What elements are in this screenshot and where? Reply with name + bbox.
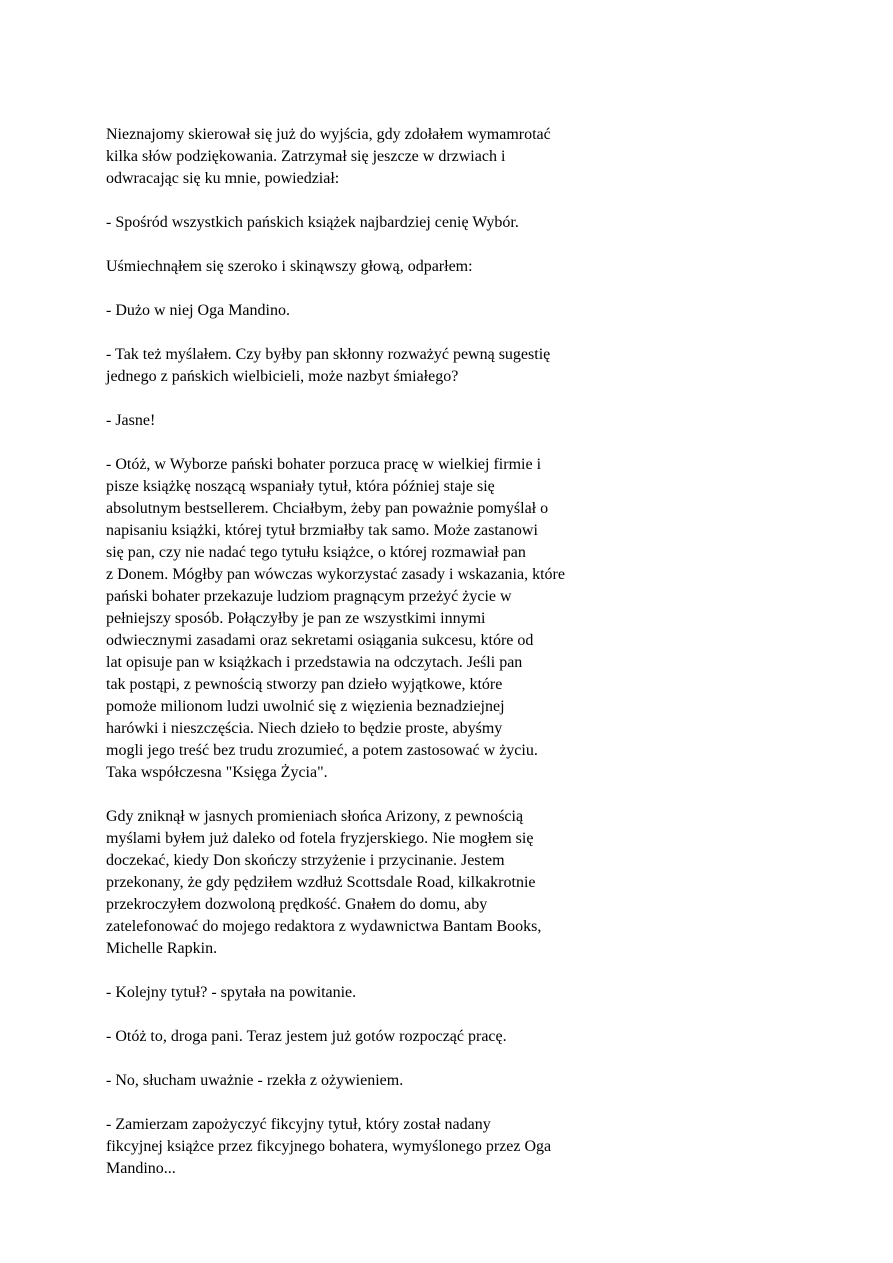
- paragraph: [106, 1070, 666, 1092]
- text-line: odwracając się ku mnie, powiedział:: [106, 170, 340, 187]
- text-line: Michelle Rapkin.: [106, 940, 218, 957]
- text-line: pisze książkę noszącą wspaniały tytuł, która później staje się: [106, 478, 495, 495]
- text-line: doczekać, kiedy Don skończy strzyżenie i przycinanie. Jestem: [106, 852, 505, 869]
- text-line: odwiecznymi zasadami oraz sekretami osiągania sukcesu, które od: [106, 632, 534, 649]
- text-line: się pan, czy nie nadać tego tytułu książce, o której rozmawiał pan: [106, 544, 526, 561]
- body-text: [106, 124, 666, 1202]
- paragraph: [106, 1114, 666, 1180]
- paragraph: [106, 124, 666, 190]
- text-line: fikcyjnej książce przez fikcyjnego bohatera, wymyślonego przez Oga: [106, 1138, 552, 1155]
- text-line: - Zamierzam zapożyczyć fikcyjny tytuł, który został nadany: [106, 1116, 491, 1133]
- text-line: tak postąpi, z pewnością stworzy pan dzieło wyjątkowe, które: [106, 676, 503, 693]
- text-line: - No, słucham uważnie - rzekła z ożywieniem.: [106, 1072, 404, 1089]
- text-line: - Otóż to, droga pani. Teraz jestem już gotów rozpocząć pracę.: [106, 1028, 507, 1045]
- text-line: Nieznajomy skierował się już do wyjścia, gdy zdołałem wymamrotać: [106, 126, 551, 143]
- paragraph: [106, 300, 666, 322]
- text-line: przekonany, że gdy pędziłem wzdłuż Scottsdale Road, kilkakrotnie: [106, 874, 536, 891]
- text-line: - Kolejny tytuł? - spytała na powitanie.: [106, 984, 357, 1001]
- text-line: - Spośród wszystkich pańskich książek najbardziej cenię Wybór.: [106, 214, 519, 231]
- text-line: Mandino...: [106, 1160, 176, 1177]
- paragraph: [106, 1026, 666, 1048]
- text-line: z Donem. Mógłby pan wówczas wykorzystać zasady i wskazania, które: [106, 566, 565, 583]
- paragraph: [106, 806, 666, 960]
- text-line: Taka współczesna "Księga Życia".: [106, 764, 328, 781]
- text-line: Uśmiechnąłem się szeroko i skinąwszy głową, odparłem:: [106, 258, 473, 275]
- text-line: - Jasne!: [106, 412, 156, 429]
- text-line: pański bohater przekazuje ludziom pragnącym przeżyć życie w: [106, 588, 512, 605]
- text-line: kilka słów podziękowania. Zatrzymał się jeszcze w drzwiach i: [106, 148, 506, 165]
- text-line: mogli jego treść bez trudu zrozumieć, a potem zastosować w życiu.: [106, 742, 538, 759]
- text-line: - Tak też myślałem. Czy byłby pan skłonny rozważyć pewną sugestię: [106, 346, 551, 363]
- text-line: harówki i nieszczęścia. Niech dzieło to będzie proste, abyśmy: [106, 720, 503, 737]
- paragraph: [106, 982, 666, 1004]
- text-line: lat opisuje pan w książkach i przedstawia na odczytach. Jeśli pan: [106, 654, 523, 671]
- text-line: Gdy zniknął w jasnych promieniach słońca Arizony, z pewnością: [106, 808, 524, 825]
- text-line: przekroczyłem dozwoloną prędkość. Gnałem do domu, aby: [106, 896, 488, 913]
- paragraph: [106, 212, 666, 234]
- text-line: zatelefonować do mojego redaktora z wydawnictwa Bantam Books,: [106, 918, 542, 935]
- paragraph: [106, 344, 666, 388]
- text-line: jednego z pańskich wielbicieli, może nazbyt śmiałego?: [106, 368, 459, 385]
- paragraph: [106, 256, 666, 278]
- text-line: pomoże milionom ludzi uwolnić się z więzienia beznadziejnej: [106, 698, 505, 715]
- text-line: myślami byłem już daleko od fotela fryzjerskiego. Nie mogłem się: [106, 830, 534, 847]
- text-line: - Dużo w niej Oga Mandino.: [106, 302, 290, 319]
- paragraph: [106, 454, 666, 784]
- paragraph: [106, 410, 666, 432]
- text-line: - Otóż, w Wyborze pański bohater porzuca pracę w wielkiej firmie i: [106, 456, 542, 473]
- text-line: napisaniu książki, której tytuł brzmiałby tak samo. Może zastanowi: [106, 522, 538, 539]
- text-line: absolutnym bestsellerem. Chciałbym, żeby pan poważnie pomyślał o: [106, 500, 549, 517]
- text-line: pełniejszy sposób. Połączyłby je pan ze wszystkimi innymi: [106, 610, 486, 627]
